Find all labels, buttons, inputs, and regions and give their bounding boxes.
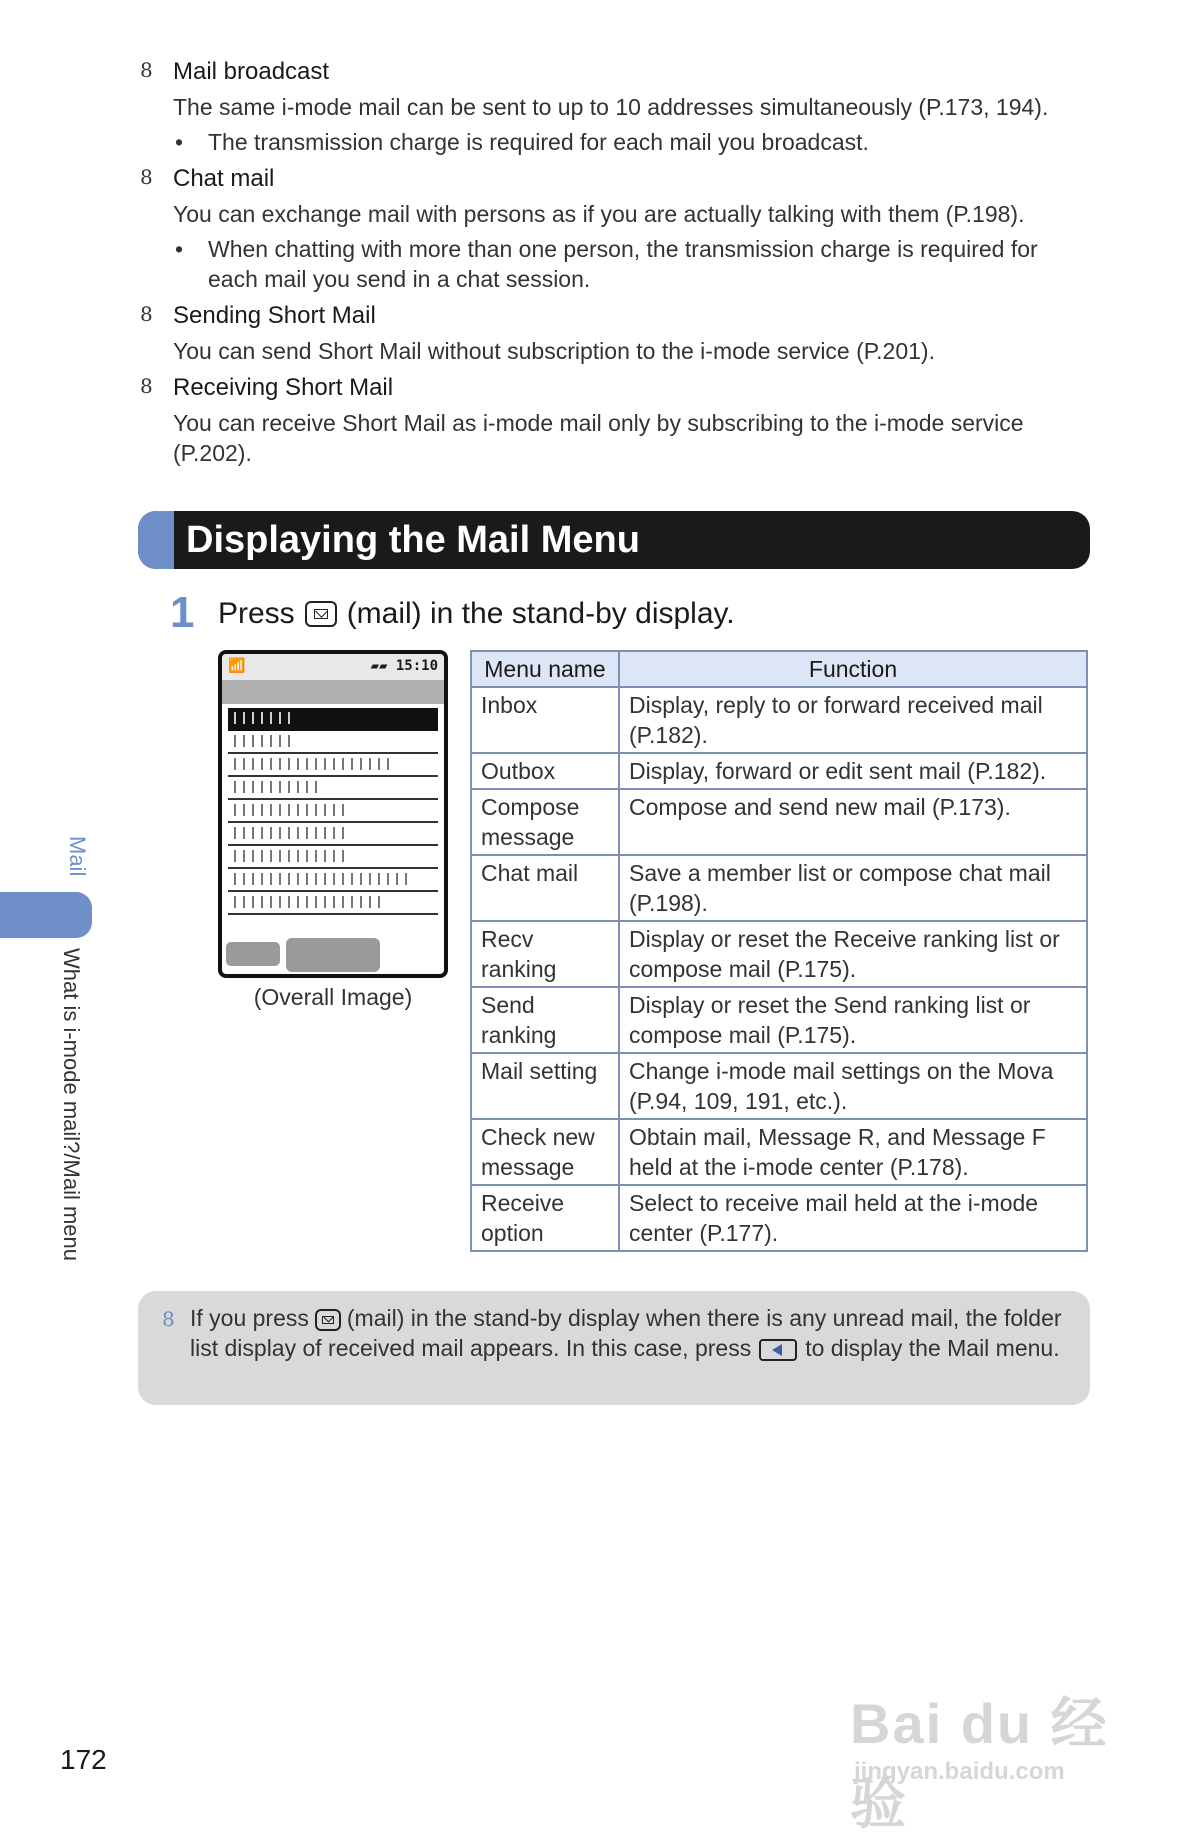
phone-menu-row [228, 846, 438, 869]
phone-menu-row [228, 823, 438, 846]
feature-desc: The same i-mode mail can be sent to up to 10 addresses simultaneously (P.173, 194). [173, 94, 1049, 120]
menu-name-cell: Mail setting [471, 1053, 619, 1119]
menu-name-cell: Recv ranking [471, 921, 619, 987]
phone-menu-row [228, 869, 438, 892]
watermark-logo: Bai du 经验 [850, 1692, 1109, 1835]
menu-name-cell: Inbox [471, 687, 619, 753]
table-row [471, 687, 1087, 753]
phone-status-bar [222, 654, 444, 680]
left-arrow-key-icon [759, 1339, 797, 1361]
bullet-text: The transmission charge is required for each mail you broadcast. [208, 129, 869, 155]
feature-title: Chat mail [173, 165, 275, 192]
mail-key-icon [315, 1309, 341, 1331]
table-row [471, 753, 1087, 789]
function-cell: Save a member list or compose chat mail (P.198). [619, 855, 1087, 921]
note-text-part3: to display the Mail menu. [805, 1335, 1060, 1361]
phone-menu-row [228, 800, 438, 823]
mail-menu-table [470, 650, 1088, 1252]
side-tab-label: Mail [65, 836, 90, 877]
battery-icon: ▰▰ 15:10 [370, 658, 438, 674]
feature-bullet [173, 234, 1093, 294]
table-row [471, 855, 1087, 921]
menu-name-cell: Compose message [471, 789, 619, 855]
step-text-before: Press [218, 597, 295, 631]
feature-marker: 8 [140, 58, 153, 82]
phone-title-bar [222, 680, 444, 704]
phone-screen-image [218, 650, 448, 978]
feature-title: Mail broadcast [173, 58, 330, 85]
note-box [138, 1291, 1090, 1405]
table-row [471, 987, 1087, 1053]
step-number: 1 [170, 588, 195, 637]
section-header-accent [138, 511, 174, 569]
feature-desc: You can exchange mail with persons as if you are actually talking with them (P.198). [173, 201, 1025, 227]
section-header [138, 511, 1090, 569]
table-row [471, 1053, 1087, 1119]
navigation-key-icon [286, 938, 380, 972]
note-marker: 8 [162, 1307, 175, 1331]
phone-menu-row [228, 892, 438, 915]
menu-name-cell: Check new message [471, 1119, 619, 1185]
feature-marker: 8 [140, 374, 153, 398]
signal-icon: 📶 [228, 658, 246, 674]
watermark [850, 1650, 1130, 1835]
note-text-part1: If you press [190, 1305, 309, 1331]
function-cell: Compose and send new mail (P.173). [619, 789, 1087, 855]
phone-menu-row [228, 708, 438, 731]
feature-desc: You can receive Short Mail as i-mode mail only by subscribing to the i-mode service (P.202). [173, 410, 1024, 466]
section-title: Displaying the Mail Menu [186, 519, 640, 561]
feature-marker: 8 [140, 165, 153, 189]
header-function: Function [619, 651, 1087, 687]
side-tab-marker [0, 892, 92, 938]
step-instruction [218, 596, 735, 631]
menu-name-cell: Receive option [471, 1185, 619, 1251]
table-header-row [471, 651, 1087, 687]
image-caption: (Overall Image) [253, 984, 413, 1010]
function-cell: Display or reset the Send ranking list or compose mail (P.175). [619, 987, 1087, 1053]
phone-softkeys [222, 936, 444, 974]
phone-menu-row [228, 777, 438, 800]
bullet-dot: • [175, 236, 184, 262]
page-number: 172 [60, 1744, 107, 1775]
table-row [471, 921, 1087, 987]
function-cell: Change i-mode mail settings on the Mova (P.94, 109, 191, etc.). [619, 1053, 1087, 1119]
menu-name-cell: Send ranking [471, 987, 619, 1053]
menu-name-cell: Chat mail [471, 855, 619, 921]
watermark-url: jingyan.baidu.com [854, 1758, 1065, 1785]
header-menu-name: Menu name [471, 651, 619, 687]
note-text [190, 1303, 1070, 1363]
phone-menu-row [228, 754, 438, 777]
softkey-icon [226, 942, 280, 966]
function-cell: Select to receive mail held at the i-mode center (P.177). [619, 1185, 1087, 1251]
table-row [471, 1119, 1087, 1185]
function-cell: Obtain mail, Message R, and Message F held at the i-mode center (P.178). [619, 1119, 1087, 1185]
note-text-part2: (mail) in the stand-by display when there is any unread mail, the folder list display of received mail appears. In this case, press [190, 1305, 1062, 1361]
feature-desc: You can send Short Mail without subscription to the i-mode service (P.201). [173, 338, 935, 364]
phone-menu-row [228, 731, 438, 754]
menu-name-cell: Outbox [471, 753, 619, 789]
function-cell: Display or reset the Receive ranking list or compose mail (P.175). [619, 921, 1087, 987]
feature-title: Receiving Short Mail [173, 374, 394, 401]
function-cell: Display, forward or edit sent mail (P.182). [619, 753, 1087, 789]
feature-title: Sending Short Mail [173, 302, 376, 329]
feature-marker: 8 [140, 302, 153, 326]
table-row [471, 1185, 1087, 1251]
feature-bullet [173, 127, 1093, 157]
step-text-after: (mail) in the stand-by display. [346, 597, 735, 631]
bullet-text: When chatting with more than one person, the transmission charge is required for each mail you send in a chat session. [208, 236, 1038, 292]
bullet-dot: • [175, 129, 184, 155]
function-cell: Display, reply to or forward received mail (P.182). [619, 687, 1087, 753]
table-row [471, 789, 1087, 855]
mail-key-icon [305, 601, 337, 627]
side-tab-subtitle: What is i-mode mail?/Mail menu [59, 948, 84, 1261]
